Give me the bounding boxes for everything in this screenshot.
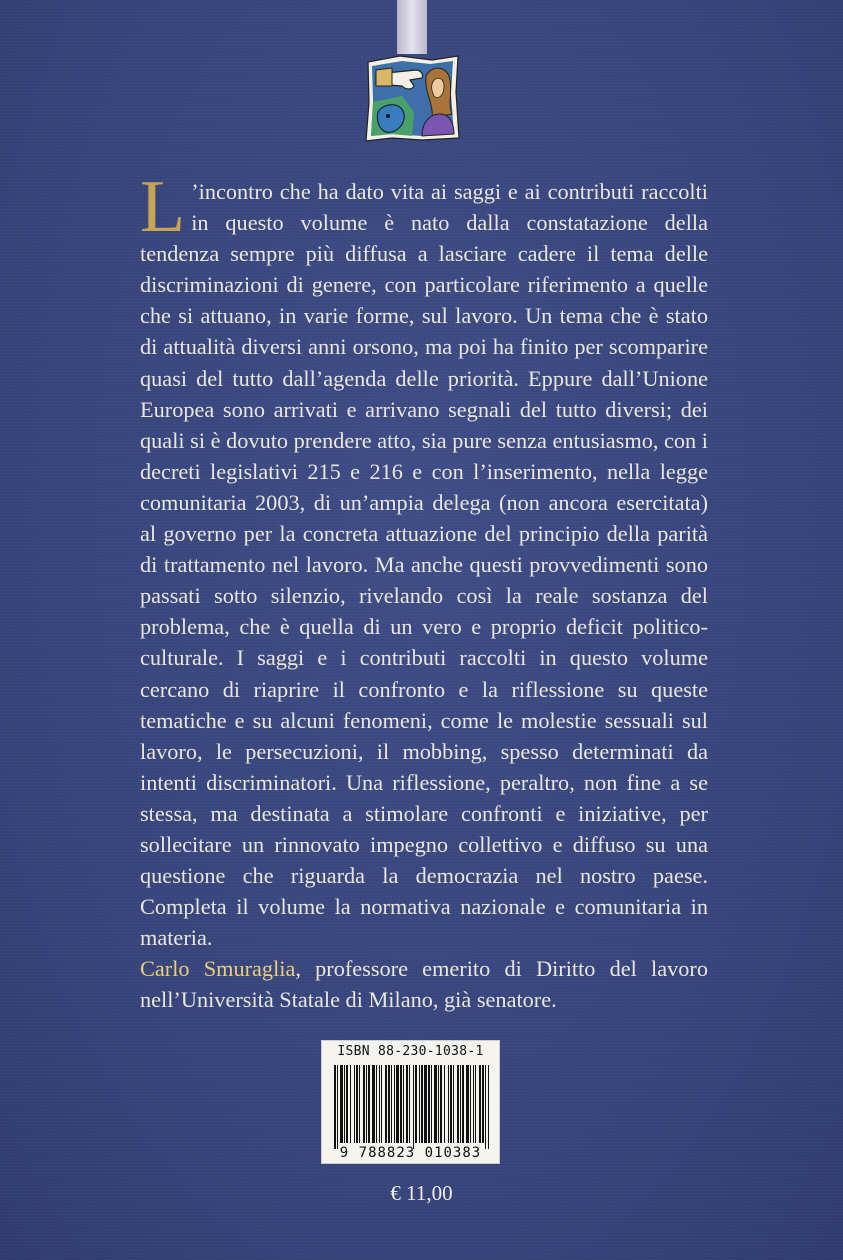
barcode-bar (431, 1065, 432, 1143)
barcode-bar (438, 1065, 439, 1143)
barcode-label (321, 1040, 500, 1164)
barcode-bar (372, 1065, 375, 1143)
barcode-bar (366, 1065, 367, 1143)
barcode-bar (396, 1065, 399, 1143)
barcode-bar (400, 1065, 402, 1143)
barcode-bar (470, 1065, 471, 1143)
barcode-bar (453, 1065, 454, 1143)
drop-cap: L (140, 166, 186, 248)
barcode-bar (337, 1065, 338, 1149)
barcode-bar (428, 1065, 430, 1143)
barcode-bar (346, 1065, 348, 1143)
barcode-bars (334, 1065, 490, 1149)
price: € 11,00 (390, 1181, 453, 1205)
barcode-bar (440, 1065, 442, 1143)
barcode-bar (356, 1065, 358, 1143)
barcode-bar (406, 1065, 408, 1143)
barcode-bar (388, 1065, 390, 1143)
synopsis-text: ’incontro che ha dato vita ai saggi e ai contributi raccolti in questo volume è nato dalla constatazione della tendenza sempre più diffusa a lasciare cadere il tema delle discriminazioni di genere, con particolare riferimento a quelle che si attuano, in varie forme, sul lavoro. Un tema che è stato di attualità diversi anni orsono, ma poi ha finito per scomparire quasi del tutto dall’agenda delle priorità. Eppure dall’Unione Europea sono arrivati e arrivano segnali del tutto diversi; dei quali si è dovuto prendere atto, sia pure senza entusiasmo, con i decreti legislativi 215 e 216 e con l’inserimento, nella legge comunitaria 2003, di un’ampia delega (non ancora esercitata) al governo per la concreta attuazione del principio della parità di trattamento nel lavoro. Ma anche questi provvedimenti sono passati sotto silenzio, rivelando così la reale sostanza del problema, che è quella di un vero e proprio deficit politico-culturale. I saggi e i contributi raccolti in questo volume cercano di riaprire il confronto e la riflessione su queste tematiche e su alcuni fenomeni, come le molestie sessuali sul lavoro, le persecuzioni, il mobbing, spesso determinati da intenti discriminatori. Una riflessione, peraltro, non fine a se stessa, ma destinata a stimolare confronti e iniziative, per sollecitare un rinnovato impegno collettivo e diffuso su una questione che riguarda la democrazia nel nostro paese. Completa il volume la normativa nazionale e comunitaria in materia. (140, 179, 708, 951)
barcode-bar (475, 1065, 476, 1143)
barcode-bar (466, 1065, 469, 1143)
barcode-bar (379, 1065, 380, 1143)
barcode-bar (457, 1065, 459, 1143)
barcode-bar (434, 1065, 437, 1143)
barcode-bar (421, 1065, 423, 1143)
barcode-bar (482, 1065, 484, 1143)
barcode-bar (448, 1065, 449, 1143)
barcode-bar (413, 1065, 414, 1149)
barcode-bar (334, 1065, 336, 1149)
author-description: , professore emerito di Diritto del lavoro nell’Università Statale di Milano, già senatore. (140, 956, 708, 1013)
bookmark-ribbon (397, 0, 427, 54)
barcode-bar (409, 1065, 410, 1143)
barcode-bar (394, 1065, 395, 1143)
barcode-bar (460, 1065, 461, 1143)
barcode-bar (359, 1065, 360, 1143)
back-cover-text (140, 166, 708, 1016)
isbn-number: ISBN 88-230-1038-1 (337, 1044, 484, 1059)
barcode-bar (485, 1065, 486, 1149)
barcode-bar (479, 1065, 481, 1143)
barcode-bar (419, 1065, 420, 1143)
barcode-bar (391, 1065, 392, 1143)
barcode-bar (350, 1065, 351, 1143)
barcode-bar (385, 1065, 387, 1143)
barcode-bar (444, 1065, 445, 1143)
barcode-bar (462, 1065, 464, 1143)
synopsis-paragraph (140, 166, 708, 953)
barcode-bar (376, 1065, 377, 1143)
barcode-bar (340, 1065, 343, 1143)
author-name: Carlo Smuraglia (140, 956, 296, 982)
publisher-emblem-icon (362, 52, 462, 144)
barcode-bar (403, 1065, 404, 1143)
ean-number: 9 788823 010383 (339, 1145, 482, 1161)
barcode-bar (415, 1065, 417, 1143)
barcode-bar (450, 1065, 452, 1143)
barcode-bar (363, 1065, 365, 1143)
barcode-bar (381, 1065, 382, 1143)
barcode-bar (424, 1065, 427, 1143)
author-bio (140, 953, 708, 1015)
barcode-bar (488, 1065, 489, 1149)
barcode-bar (354, 1065, 355, 1143)
barcode-bar (344, 1065, 345, 1143)
barcode-bar (368, 1065, 370, 1143)
barcode-bar (473, 1065, 474, 1143)
